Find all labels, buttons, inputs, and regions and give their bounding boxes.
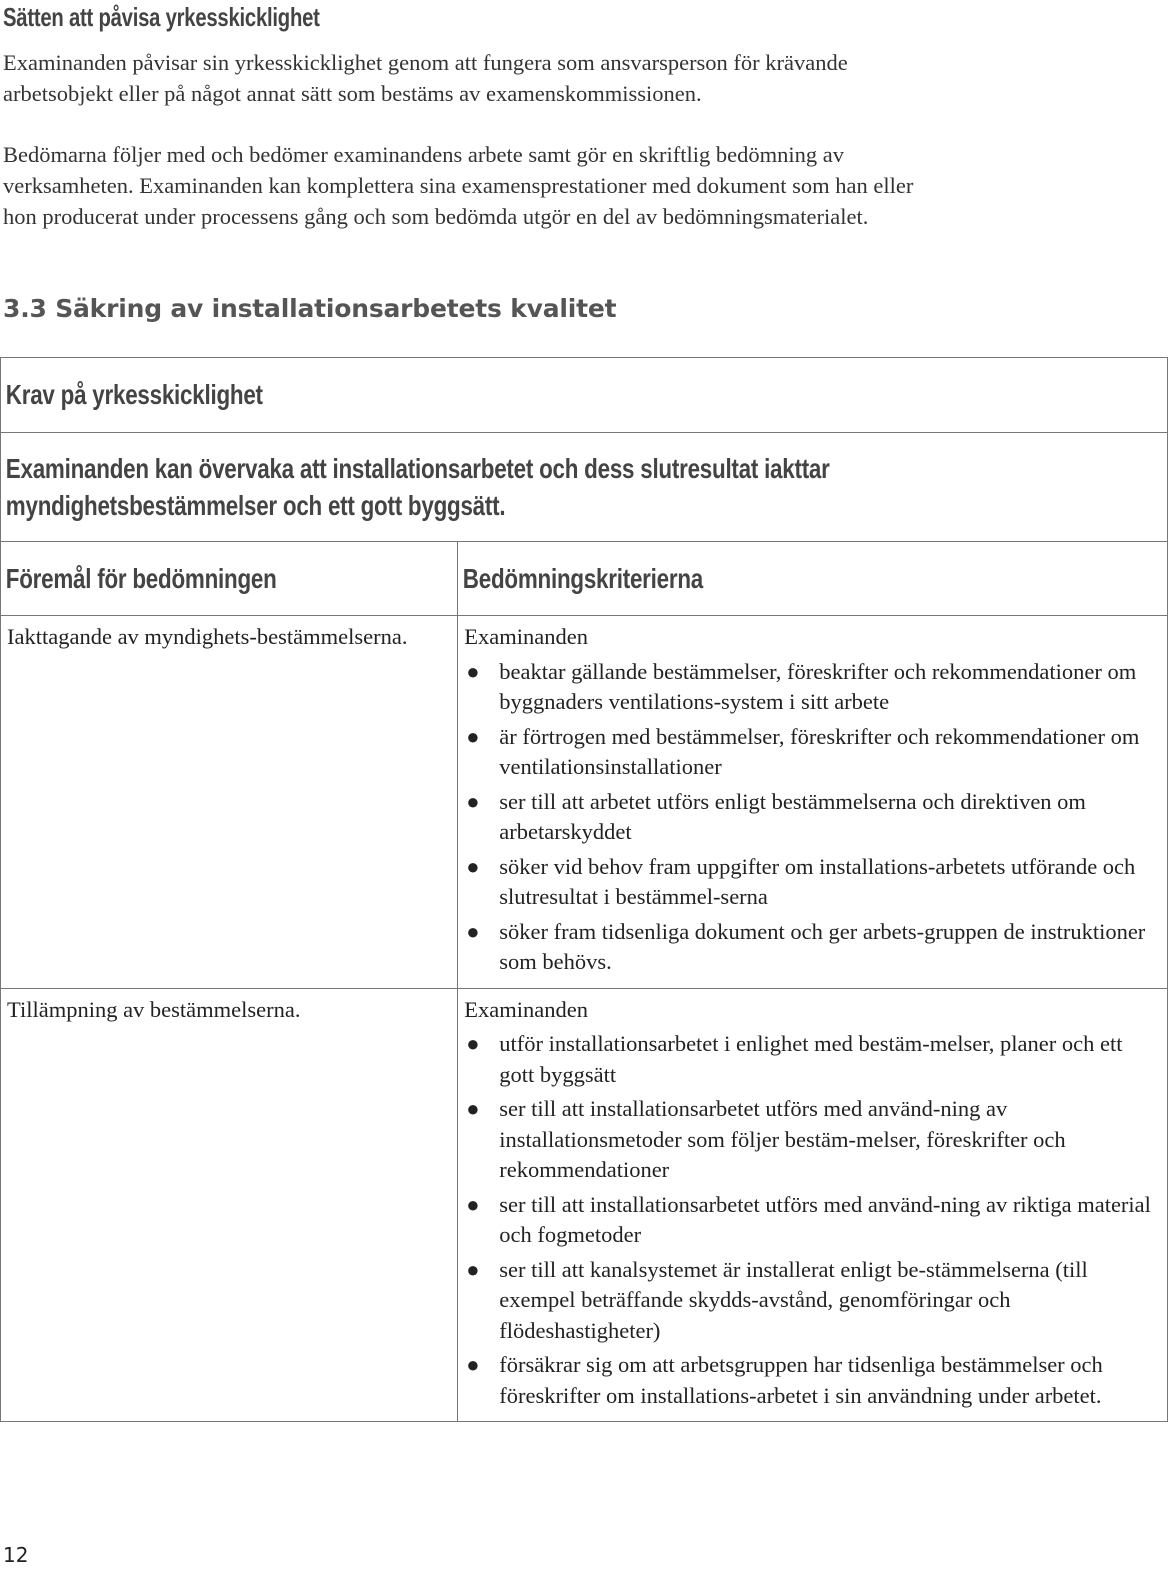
column-header-criteria: Bedömningskriterierna	[463, 563, 704, 594]
list-item	[458, 787, 1167, 848]
list-item	[458, 1190, 1167, 1251]
column-header-object: Föremål för bedömningen	[5, 563, 277, 594]
list-item	[458, 1350, 1167, 1411]
bullet-icon: ●	[466, 788, 480, 814]
criteria-lead: Examinanden	[464, 996, 588, 1022]
table-row	[1, 616, 1168, 989]
table-header: Krav på yrkesskicklighet	[5, 379, 263, 410]
table-row	[1, 988, 1168, 1422]
criteria-cell	[458, 988, 1168, 1422]
table-header-row	[1, 358, 1168, 433]
bullet-icon: ●	[466, 1031, 480, 1056]
criterion-text: utför installationsarbetet i enlighet med bestäm-melser, planer och ett gott byggsätt	[499, 1031, 1123, 1087]
intro-paragraph: Examinanden påvisar sin yrkesskicklighet genom att fungera som ansvarsperson för krävande arbetsobjekt eller på något annat sätt som bestäms av examenskommissionen.	[3, 50, 848, 106]
page-number: 12	[3, 1543, 29, 1567]
criterion-text: ser till att arbetet utförs enligt bestämmelserna och direktiven om arbetarskyddet	[499, 788, 1086, 844]
bullet-icon: ●	[466, 1191, 480, 1217]
assessment-paragraph: Bedömarna följer med och bedömer examinandens arbete samt gör en skriftlig bedömning av verksamheten. Examinanden kan komplettera sina examensprestationer med dokument som han eller hon producerat under processens gång och som bedömda utgör en del av bedömningsmaterialet.	[3, 142, 914, 229]
list-item	[458, 1255, 1167, 1347]
requirement-row	[1, 433, 1168, 542]
bullet-icon: ●	[466, 918, 480, 944]
table-header-cell	[1, 358, 1168, 433]
criteria-list	[458, 657, 1167, 988]
list-item	[458, 852, 1167, 913]
bullet-icon: ●	[466, 1256, 480, 1282]
criterion-text: söker vid behov fram uppgifter om installations-arbetets utförande och slutresultat i bestämmel-serna	[499, 853, 1136, 909]
requirement-text: Examinanden kan övervaka att installationsarbetet och dess slutresultat iakttar myndighetsbestämmelser och ett gott byggsätt.	[5, 453, 830, 521]
list-item	[458, 1094, 1167, 1186]
bullet-icon: ●	[466, 853, 480, 879]
list-item	[458, 722, 1167, 783]
criterion-text: är förtrogen med bestämmelser, föreskrifter och rekommendationer om ventilationsinstallationer	[499, 723, 1140, 779]
criteria-list	[458, 1029, 1167, 1421]
page-title: Sätten att påvisa yrkesskicklighet	[3, 2, 320, 32]
criterion-text: ser till att installationsarbetet utförs med använd-ning av riktiga material och fogmetoder	[499, 1191, 1151, 1247]
column-header-cell	[458, 542, 1168, 616]
criteria-lead: Examinanden	[464, 624, 588, 649]
column-header-row	[1, 542, 1168, 616]
criterion-text: ser till att kanalsystemet är installerat enligt be-stämmelserna (till exempel beträffande skydds-avstånd, genomföringar och flödeshastigheter)	[499, 1256, 1088, 1343]
column-header-cell	[1, 542, 458, 616]
object-text: Tillämpning av bestämmelserna.	[7, 996, 301, 1022]
list-item	[458, 1029, 1167, 1090]
section-heading: 3.3 Säkring av installationsarbetets kvalitet	[3, 294, 617, 323]
criterion-text: försäkrar sig om att arbetsgruppen har tidsenliga bestämmelser och föreskrifter om installations-arbetet i sin användning under arbetet.	[499, 1352, 1103, 1408]
bullet-icon: ●	[466, 1096, 480, 1121]
criteria-cell	[458, 616, 1168, 989]
bullet-icon: ●	[466, 1352, 480, 1377]
object-cell	[1, 988, 458, 1422]
bullet-icon: ●	[466, 658, 480, 684]
criteria-table	[0, 357, 1168, 1422]
criterion-text: beaktar gällande bestämmelser, föreskrifter och rekommendationer om byggnaders ventilations-system i sitt arbete	[499, 658, 1137, 714]
object-cell	[1, 616, 458, 989]
criterion-text: söker fram tidsenliga dokument och ger arbets-gruppen de instruktioner som behövs.	[499, 918, 1146, 974]
list-item	[458, 657, 1167, 718]
bullet-icon: ●	[466, 723, 480, 749]
requirement-cell	[1, 433, 1168, 542]
list-item	[458, 917, 1167, 978]
object-text: Iakttagande av myndighets-bestämmelserna.	[7, 624, 408, 649]
criterion-text: ser till att installationsarbetet utförs med använd-ning av installationsmetoder som följer bestäm-melser, föreskrifter och rekommendationer	[499, 1096, 1066, 1182]
